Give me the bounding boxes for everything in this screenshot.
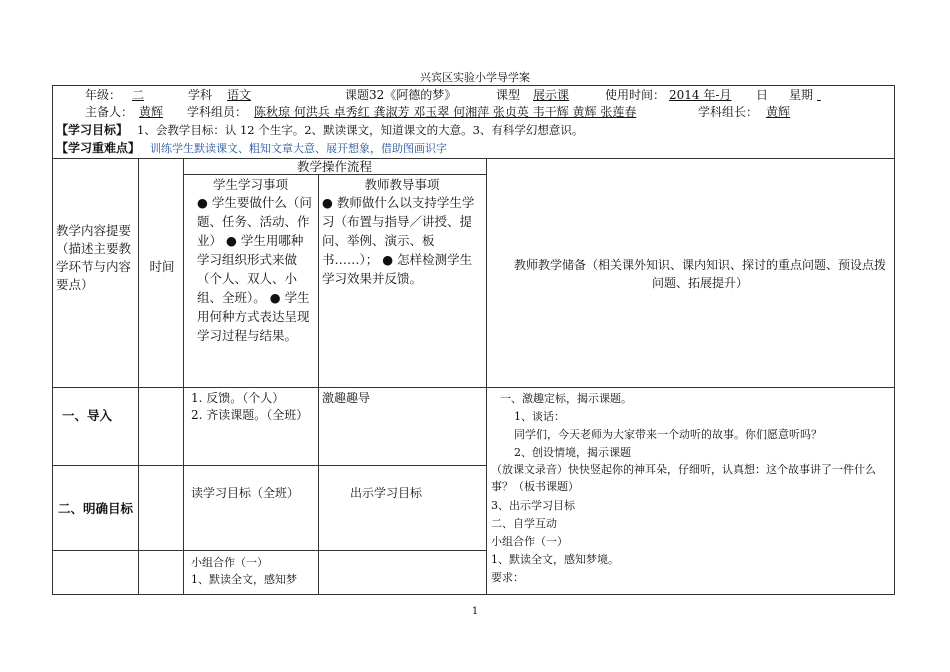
goals-text: 1、会教学目标：认 12 个生字。2、默读课文，知道课文的大意。3、有科学幻想意识。 <box>137 123 584 137</box>
reserve-column-heading: 教师教学储备（相关课外知识、课内知识、探讨的重点问题、预设点拨问题、拓展提升） <box>513 258 886 290</box>
preparer-label: 主备人： <box>85 105 134 119</box>
time-value: 2014 年-月 <box>669 88 732 102</box>
time-label: 使用时间： <box>605 88 666 102</box>
teacher-column-body: ● 教师做什么以支持学生学习（布置与指导／讲授、提问、举例、演示、板书……）； ● 怎样检测学生学习效果并反馈。 <box>322 195 475 286</box>
group-label: 学科组员： <box>187 105 248 119</box>
rule <box>138 158 139 595</box>
reserve-line: （放课文录音）快快竖起你的神耳朵，仔细听，认真想：这个故事讲了一件什么事？（板书课题） <box>491 463 876 493</box>
teacher-column-title: 教师教导事项 <box>364 177 440 192</box>
reserve-line: 二、自学互动 <box>491 517 557 530</box>
lesson-title: 课题32《阿德的梦》 <box>345 88 457 102</box>
preparer-value: 黄辉 <box>139 105 164 119</box>
process-heading: 教学操作流程 <box>296 159 372 174</box>
rule <box>318 174 319 595</box>
intro-student-2: 2. 齐读课题。（全班） <box>191 408 309 422</box>
rule <box>52 550 486 551</box>
reserve-line: 同学们，今天老师为大家带来一个动听的故事。你们愿意听吗？ <box>514 428 822 441</box>
intro-teacher: 激趣趣导 <box>322 391 371 405</box>
group-student-1: 小组合作（一） <box>191 556 268 569</box>
student-column-body: ● 学生要做什么（问题、任务、活动、作业） ● 学生用哪种学习组织形式来做（个人、双人、小组、全班）。 ● 学生用何种方式表达呈现学习过程与结果。 <box>197 195 312 343</box>
type-label: 课型 <box>496 88 521 102</box>
type-value: 展示课 <box>533 88 570 102</box>
subject-value: 语文 <box>227 88 252 102</box>
rule <box>52 465 486 466</box>
leader-value: 黄辉 <box>766 105 791 119</box>
intro-section-name: 一、导入 <box>62 408 113 423</box>
grade-label: 年级： <box>85 88 122 102</box>
goal-section-name: 二、明确目标 <box>58 501 134 516</box>
keypoints-text: 训练学生默读课文、粗知文章大意、展开想象，借助图画识字 <box>150 142 447 155</box>
reserve-line: 小组合作（一） <box>491 535 568 548</box>
reserve-line: 2、创设情境，揭示课题 <box>514 446 631 459</box>
time-column-heading: 时间 <box>149 259 175 274</box>
page-number: 1 <box>471 606 479 617</box>
group-value: 陈秋琼 何洪兵 卓秀红 龚淑芳 邓玉翠 何湘萍 张贞英 韦干辉 黄辉 张莲春 <box>254 105 637 119</box>
goal-student: 读学习目标（全班） <box>191 486 300 500</box>
reserve-line: 要求： <box>491 571 524 584</box>
week-label: 星期 <box>789 88 814 102</box>
reserve-line: 一、激趣定标，揭示课题。 <box>500 392 632 405</box>
leader-label: 学科组长： <box>698 105 759 119</box>
day-label: 日 <box>756 88 769 102</box>
content-column-heading: 教学内容提要 （描述主要教学环节与内容要点） <box>56 223 132 292</box>
page-title: 兴宾区实验小学导学案 <box>420 71 530 84</box>
week-blank <box>817 88 841 102</box>
goals-label: 【学习目标】 <box>56 123 129 137</box>
group-student-2: 1、默读全文，感知梦 <box>191 573 297 586</box>
rule <box>183 174 486 175</box>
rule <box>183 158 184 595</box>
rule <box>52 158 895 159</box>
rule <box>52 387 895 388</box>
keypoints-label: 【学习重难点】 <box>56 141 141 155</box>
reserve-line: 1、谈话： <box>514 410 565 423</box>
student-column-title: 学生学习事项 <box>212 177 288 192</box>
reserve-line: 3、出示学习目标 <box>491 499 575 512</box>
rule <box>486 158 487 595</box>
goal-teacher: 出示学习目标 <box>350 486 423 500</box>
grade-value: 二 <box>132 88 145 102</box>
subject-label: 学科 <box>188 88 213 102</box>
intro-student-1: 1. 反馈。（个人） <box>191 391 285 405</box>
reserve-line: 1、默读全文，感知梦境。 <box>491 553 619 566</box>
